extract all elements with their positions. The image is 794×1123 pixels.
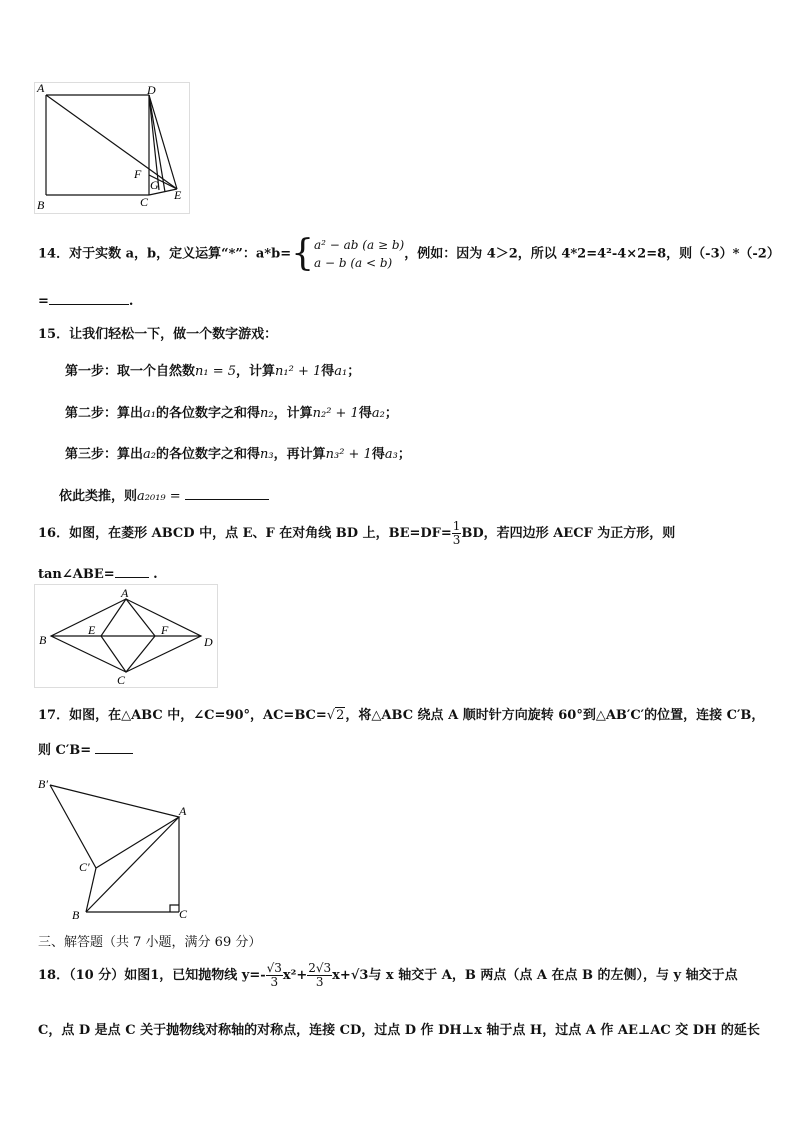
- label-B: B: [72, 908, 80, 922]
- q18-line-2: C，点 D 是点 C 关于抛物线对称轴的对称点，连接 CD，过点 D 作 DH⊥x 轴于点 H，过点 A 作 AE⊥AC 交 DH 的延长: [38, 1023, 760, 1038]
- math: n₁ = 5: [195, 364, 237, 379]
- question-14: [38, 233, 780, 274]
- text: 的各位数字之和得: [155, 406, 260, 421]
- answer-blank[interactable]: [95, 741, 133, 754]
- piecewise-cases: [314, 236, 404, 272]
- label-F: F: [134, 167, 142, 181]
- text: ，再计算: [273, 447, 326, 462]
- q14-text-b: ，例如：因为 4＞2，所以 4*2=4²-4×2=8，则（-3）*（-2）: [404, 246, 780, 262]
- text: 第一步：取一个自然数: [65, 364, 196, 379]
- fraction-2sqrt3-over-3: [307, 962, 332, 989]
- math: n₂: [260, 406, 274, 421]
- label-D: D: [147, 83, 156, 97]
- question-18: [38, 962, 738, 989]
- label-E: E: [174, 188, 182, 202]
- answer-blank[interactable]: [49, 292, 129, 305]
- question-15: [38, 323, 277, 342]
- label-C: C: [140, 195, 149, 209]
- answer-blank[interactable]: [185, 487, 269, 500]
- q18-text-c: x+√3与 x 轴交于 A，B 两点（点 A 在点 B 的左侧），与 y 轴交于点: [332, 968, 738, 983]
- question-number: 18．: [38, 968, 70, 983]
- sqrt-icon: √: [326, 708, 336, 723]
- text: 得: [358, 406, 372, 421]
- label-G: G: [150, 178, 159, 192]
- q15-intro: 让我们轻松一下，做一个数字游戏：: [69, 327, 278, 342]
- label-C: C: [117, 673, 126, 687]
- label-A: A: [121, 586, 129, 600]
- text: 第三步：算出: [65, 447, 144, 462]
- label-E: E: [88, 623, 96, 637]
- text: 的各位数字之和得: [155, 447, 260, 462]
- figure-rhombus-abcd: [34, 584, 218, 688]
- math: n₃² + 1: [325, 447, 372, 462]
- label-F: F: [161, 623, 169, 637]
- case-1: a² − ab (a ≥ b): [314, 238, 405, 252]
- q18-text-a: （10 分）如图1，已知抛物线 y=-: [69, 968, 266, 983]
- denominator: 3: [270, 975, 279, 989]
- text: 得: [371, 447, 385, 462]
- q15-step-2: [65, 402, 398, 421]
- q15-final: [59, 485, 269, 504]
- math: a₂₀₁₉ =: [137, 489, 181, 504]
- q17-text-b: ，将△ABC 绕点 A 顺时针方向旋转 60°到△AB′C′的位置，连接 C′B，: [345, 708, 765, 723]
- numerator: 1: [452, 519, 461, 533]
- question-number: 15．: [38, 327, 70, 342]
- math: a₃: [384, 447, 398, 462]
- question-17: [38, 704, 764, 723]
- label-B: B: [39, 633, 47, 647]
- text: ；: [347, 364, 361, 379]
- question-number: 14．: [38, 246, 70, 262]
- label-B: B: [37, 198, 45, 212]
- q16-text-a: 如图，在菱形 ABCD 中，点 E、F 在对角线 BD 上，BE=DF=: [69, 526, 452, 541]
- period: .: [128, 294, 134, 309]
- math: n₃: [260, 447, 274, 462]
- math: a₁: [143, 406, 156, 421]
- text: ，计算: [273, 406, 313, 421]
- case-2: a − b (a < b): [314, 256, 393, 270]
- question-number: 16．: [38, 526, 70, 541]
- denominator: 3: [315, 975, 324, 989]
- left-brace: {: [291, 233, 314, 274]
- fraction-sqrt3-over-3: [266, 962, 283, 989]
- q18-text-b: x²+: [282, 968, 308, 983]
- label-D: D: [204, 635, 213, 649]
- math: n₂² + 1: [312, 406, 359, 421]
- fraction-one-third: [452, 520, 462, 547]
- text: 第二步：算出: [65, 406, 144, 421]
- q14-text-a: 对于实数 a，b，定义运算“*”：a*b=: [69, 246, 292, 262]
- text: 依此类推，则: [59, 489, 138, 504]
- math: a₂: [371, 406, 385, 421]
- denominator: 3: [452, 533, 461, 547]
- figure-rotated-triangle: [34, 775, 204, 923]
- sqrt-radicand: 2: [336, 708, 345, 723]
- q15-step-1: [65, 360, 360, 379]
- c1b-text: 则 C′B=: [38, 743, 92, 758]
- label-A: A: [37, 82, 45, 95]
- q15-step-3: [65, 443, 411, 462]
- math: n₁² + 1: [275, 364, 322, 379]
- q17-text-a: 如图，在△ABC 中，∠C=90°，AC=BC=: [69, 708, 327, 723]
- section-title: 三、解答题（共 7 小题，满分 69 分）: [38, 935, 262, 950]
- question-number: 17．: [38, 708, 70, 723]
- period: .: [148, 567, 158, 582]
- text: ，计算: [236, 364, 276, 379]
- q16-answer-line: [38, 565, 158, 582]
- numerator: √3: [266, 961, 282, 975]
- q14-answer-line: [38, 292, 133, 309]
- tan-text: tan∠ABE=: [38, 567, 115, 582]
- question-16: [38, 520, 675, 547]
- text: ；: [384, 406, 398, 421]
- text: 得: [321, 364, 335, 379]
- answer-blank[interactable]: [115, 565, 149, 578]
- q16-text-b: BD，若四边形 AECF 为正方形，则: [461, 526, 676, 541]
- math: a₁: [334, 364, 348, 379]
- numerator: 2√3: [308, 961, 332, 975]
- label-A: A: [179, 804, 187, 818]
- label-B-prime: B′: [38, 777, 48, 791]
- equals-sign: =: [38, 294, 49, 309]
- q17-answer-line: [38, 739, 133, 758]
- label-C: C: [179, 907, 188, 921]
- text: ；: [397, 447, 411, 462]
- label-C-prime: C′: [79, 860, 90, 874]
- figure-square-abcd: [34, 82, 190, 214]
- math: a₂: [143, 447, 156, 462]
